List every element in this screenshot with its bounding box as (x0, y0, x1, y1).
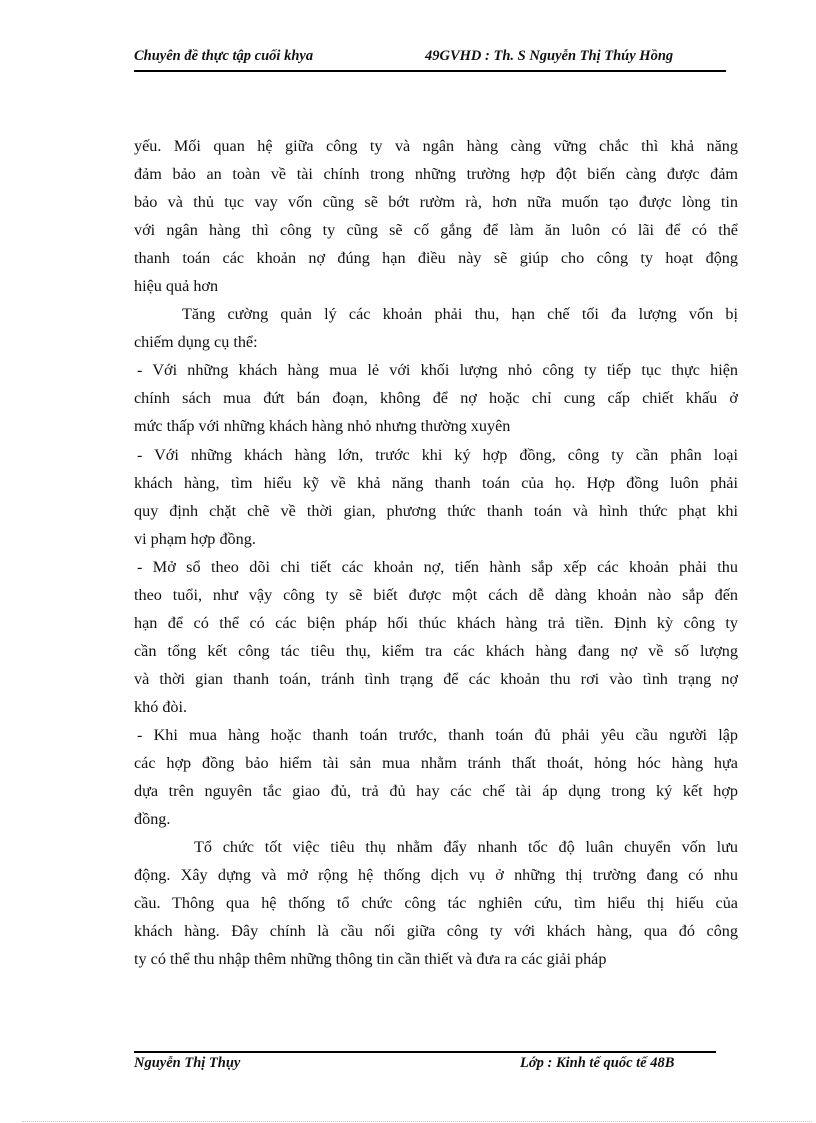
body-line: chiếm dụng cụ thể: (134, 333, 258, 352)
body-line: ty có thể thu nhập thêm những thông tin cần thiết và đưa ra các giải pháp (134, 950, 607, 969)
body-line: quy định chặt chẽ về thời gian, phương thức thanh toán và hình thức phạt khi (134, 501, 738, 520)
body-line: đảm bảo an toàn về tài chính trong những trường hợp đột biến càng được đảm (134, 165, 738, 184)
body-line: thanh toán các khoản nợ đúng hạn điều này sẽ giúp cho công ty hoạt động (134, 249, 738, 268)
body-line: - Mở sổ theo dõi chi tiết các khoản nợ, tiến hành sắp xếp các khoản phải thu (137, 557, 738, 576)
body-line: khách hàng. Đây chính là cầu nối giữa công ty với khách hàng, qua đó công (134, 922, 738, 941)
page-header (134, 48, 725, 70)
header-divider (134, 70, 726, 72)
footer-author: Nguyễn Thị Thụy (134, 1055, 241, 1071)
body-line: và thời gian thanh toán, tránh tình trạng để các khoản thu rơi vào tình trạng nợ (134, 669, 738, 688)
footer-divider (134, 1051, 716, 1053)
body-line: vi phạm hợp đồng. (134, 529, 256, 548)
body-line: mức thấp với những khách hàng nhỏ nhưng thường xuyên (134, 417, 511, 436)
body-line: - Khi mua hàng hoặc thanh toán trước, thanh toán đủ phải yêu cầu người lập (137, 725, 738, 744)
body-line: bảo và thủ tục vay vốn cũng sẽ bớt rườm rà, hơn nữa muốn tạo được lòng tin (134, 193, 738, 212)
body-line: theo tuổi, như vậy công ty sẽ biết được một cách dễ dàng khoản nào sắp đến (134, 585, 738, 604)
body-line: cầu. Thông qua hệ thống tổ chức công tác nghiên cứu, tìm hiểu thị hiếu của (134, 894, 738, 913)
header-document-title: Chuyên đề thực tập cuối khya (134, 48, 314, 64)
body-line: Tổ chức tốt việc tiêu thụ nhằm đẩy nhanh tốc độ luân chuyển vốn lưu (194, 838, 738, 857)
body-line: hạn để có thể có các biện pháp hối thúc khách hàng trả tiền. Định kỳ công ty (134, 613, 738, 632)
page-edge (22, 1121, 812, 1122)
body-line: đồng. (134, 810, 171, 829)
body-line: với ngân hàng thì công ty cũng sẽ cố gắng để làm ăn luôn có lãi để có thể (134, 221, 738, 240)
body-line: chính sách mua đứt bán đoạn, không để nợ hoặc chỉ cung cấp chiết khấu ở (134, 389, 738, 408)
body-line: Tăng cường quản lý các khoản phải thu, hạn chế tối đa lượng vốn bị (182, 305, 738, 324)
body-line: yếu. Mối quan hệ giữa công ty và ngân hàng càng vững chắc thì khả năng (134, 137, 738, 155)
body-line: hiệu quả hơn (134, 277, 219, 296)
body-line: khó đòi. (134, 697, 188, 716)
header-page-and-supervisor: 49GVHD : Th. S Nguyễn Thị Thúy Hồng (425, 48, 674, 64)
body-line: cần tổng kết công tác tiêu thụ, kiểm tra các khách hàng đang nợ về số lượng (134, 641, 738, 660)
body-line: các hợp đồng bảo hiểm tài sản mua nhằm tránh thất thoát, hỏng hóc hàng hựa (134, 754, 738, 773)
document-body (134, 132, 738, 973)
body-line: - Với những khách hàng mua lẻ với khối lượng nhỏ công ty tiếp tục thực hiện (137, 361, 738, 380)
body-line: - Với những khách hàng lớn, trước khi ký hợp đồng, công ty cần phân loại (137, 445, 738, 464)
body-line: dựa trên nguyên tắc giao đủ, trả đủ hay các chế tài áp dụng trong ký kết hợp (134, 782, 738, 801)
body-line: khách hàng, tìm hiểu kỹ về khả năng thanh toán của họ. Hợp đồng luôn phải (134, 473, 738, 492)
body-line: động. Xây dựng và mở rộng hệ thống dịch vụ ở những thị trường đang có nhu (134, 866, 738, 885)
footer-class: Lớp : Kinh tế quốc tế 48B (520, 1055, 675, 1071)
